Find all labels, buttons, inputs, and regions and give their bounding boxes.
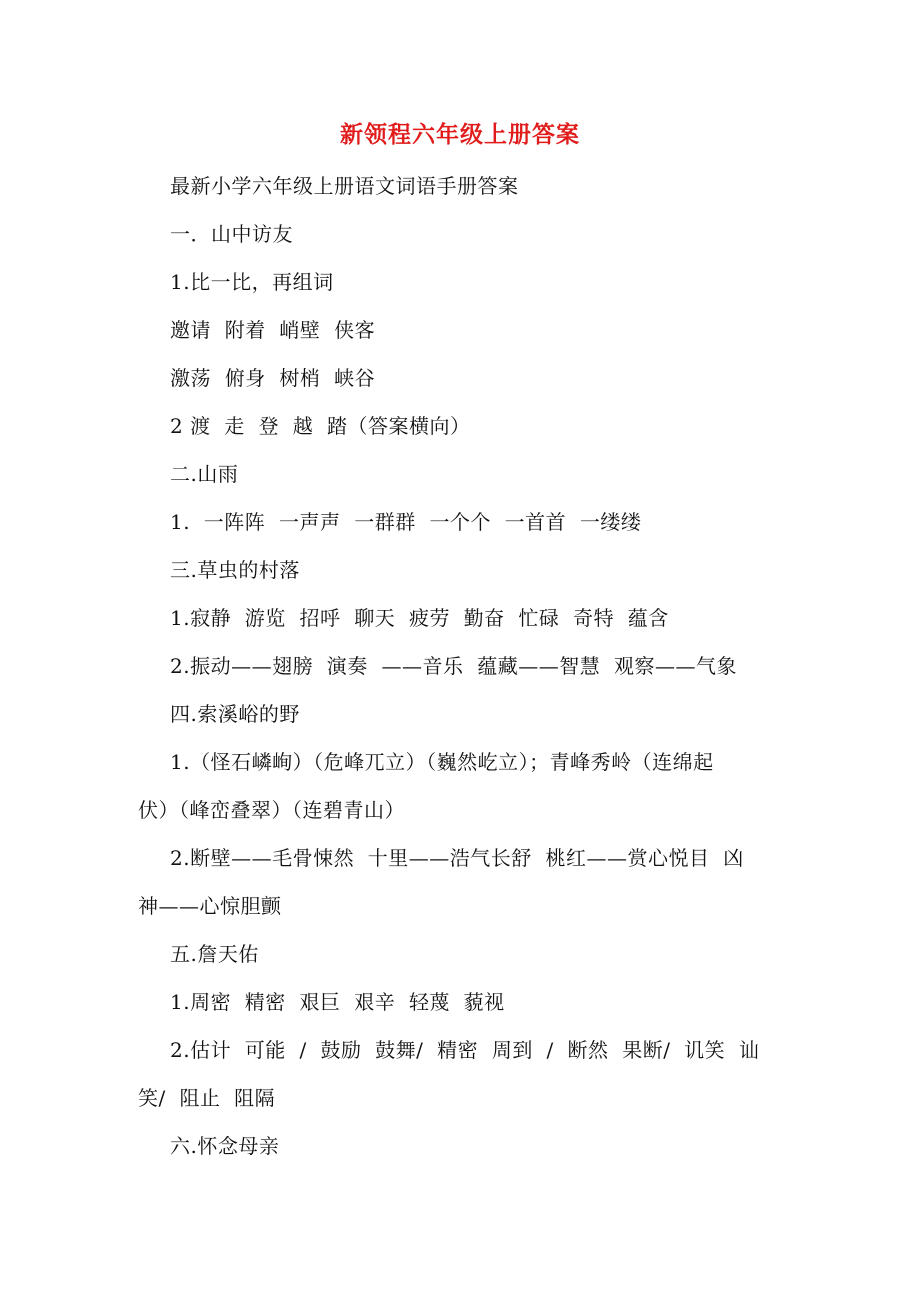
text-line: 1. 一阵阵 一声声 一群群 一个个 一首首 一缕缕 bbox=[170, 510, 642, 534]
text-line: 2.断壁——毛骨悚然 十里——浩气长舒 桃红——赏心悦目 凶 bbox=[170, 846, 744, 870]
text-line: 1.（怪石嶙峋）（危峰兀立）（巍然屹立）；青峰秀岭（连绵起 bbox=[170, 750, 714, 774]
text-line: 1.周密 精密 艰巨 艰辛 轻蔑 藐视 bbox=[170, 990, 505, 1014]
section-heading: 五.詹天佑 bbox=[170, 942, 259, 966]
text-line: 伏）（峰峦叠翠）（连碧青山） bbox=[138, 798, 405, 822]
document-title: 新领程六年级上册答案 bbox=[340, 121, 580, 148]
section-heading: 四.索溪峪的野 bbox=[170, 702, 300, 726]
text-line: 1.寂静 游览 招呼 聊天 疲劳 勤奋 忙碌 奇特 蕴含 bbox=[170, 606, 669, 630]
text-line: 2.振动——翅膀 演奏 ——音乐 蕴藏——智慧 观察——气象 bbox=[170, 654, 737, 678]
text-line: 邀请 附着 峭壁 侠客 bbox=[170, 318, 376, 342]
section-heading: 一．山中访友 bbox=[170, 222, 293, 246]
text-line: 2.估计 可能 / 鼓励 鼓舞/ 精密 周到 / 断然 果断/ 讥笑 讪 bbox=[170, 1038, 760, 1062]
text-line: 神——心惊胆颤 bbox=[138, 894, 282, 918]
section-heading: 六.怀念母亲 bbox=[170, 1134, 280, 1158]
text-line: 激荡 俯身 树梢 峡谷 bbox=[170, 366, 376, 390]
text-line: 1.比一比，再组词 bbox=[170, 270, 334, 294]
text-line: 2 渡 走 登 越 踏（答案横向） bbox=[170, 414, 471, 438]
text-line: 最新小学六年级上册语文词语手册答案 bbox=[170, 174, 519, 198]
section-heading: 二.山雨 bbox=[170, 462, 239, 486]
text-line: 笑/ 阻止 阻隔 bbox=[138, 1086, 276, 1110]
section-heading: 三.草虫的村落 bbox=[170, 558, 300, 582]
